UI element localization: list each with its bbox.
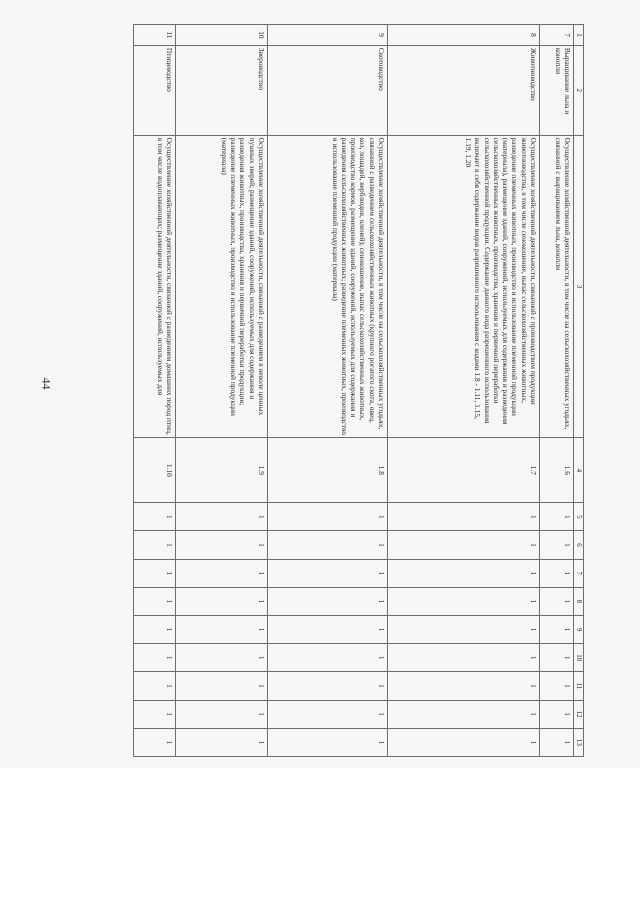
use-code-cell: 1.6	[540, 438, 574, 503]
column-header: 6	[574, 531, 584, 559]
use-name-cell: Звероводство	[176, 45, 268, 135]
zone-value-cell: 1	[388, 644, 540, 672]
zone-value-cell: 1	[176, 531, 268, 559]
column-header: 2	[574, 45, 584, 135]
zone-value-cell: 1	[134, 700, 176, 728]
column-header: 8	[574, 587, 584, 615]
use-description-cell: Осуществление хозяйственной деятельности, связанной с производством продукции животноводства, в том числе сенокошение, выпас сельскохозяйственных животных, разведение племенных животных, производство и использование племенной продукции (материала), размещение зданий, сооружений, используемых для содержания и разведения сельскохозяйственных животных, производства, хранения и первичной переработки сельскохозяйственной продукции. Содержание данного вида разрешенного использования включает в себя содержание видов разрешенного использования с кодами 1.8 - 1.11, 1.15, 1.19, 1.20	[388, 135, 540, 438]
zone-value-cell: 1	[540, 531, 574, 559]
zone-value-cell: 1	[388, 503, 540, 531]
table-row	[176, 25, 268, 757]
rotated-table-sheet	[56, 24, 584, 757]
zone-value-cell: 1	[540, 503, 574, 531]
zone-value-cell: 1	[176, 700, 268, 728]
column-header: 10	[574, 644, 584, 672]
zone-value-cell: 1	[540, 700, 574, 728]
row-number-cell: 9	[268, 25, 388, 46]
zone-value-cell: 1	[540, 587, 574, 615]
table-row	[540, 25, 574, 757]
column-header: 1	[574, 25, 584, 46]
column-header: 5	[574, 503, 584, 531]
use-code-cell: 1.7	[388, 438, 540, 503]
use-description-cell: Осуществление хозяйственной деятельности, в том числе на сельскохозяйственных угодьях, связанной с выращиванием льна, конопли	[540, 135, 574, 438]
row-number-cell: 10	[176, 25, 268, 46]
table-header-row	[574, 25, 584, 757]
zone-value-cell: 1	[388, 728, 540, 756]
zone-value-cell: 1	[388, 700, 540, 728]
use-name-cell: Выращивание льна и конопли	[540, 45, 574, 135]
column-header: 9	[574, 615, 584, 643]
zone-value-cell: 1	[388, 587, 540, 615]
land-use-table	[133, 24, 584, 757]
zone-value-cell: 1	[176, 672, 268, 700]
table-row	[388, 25, 540, 757]
zone-value-cell: 1	[268, 587, 388, 615]
zone-value-cell: 1	[176, 503, 268, 531]
column-header: 4	[574, 438, 584, 503]
zone-value-cell: 1	[388, 672, 540, 700]
zone-value-cell: 1	[388, 559, 540, 587]
zone-value-cell: 1	[134, 644, 176, 672]
zone-value-cell: 1	[134, 503, 176, 531]
table-row	[134, 25, 176, 757]
zone-value-cell: 1	[134, 672, 176, 700]
zone-value-cell: 1	[134, 587, 176, 615]
zone-value-cell: 1	[268, 728, 388, 756]
zone-value-cell: 1	[268, 644, 388, 672]
row-number-cell: 7	[540, 25, 574, 46]
row-number-cell: 8	[388, 25, 540, 46]
row-number-cell: 11	[134, 25, 176, 46]
zone-value-cell: 1	[388, 615, 540, 643]
use-name-cell: Животноводство	[388, 45, 540, 135]
zone-value-cell: 1	[540, 615, 574, 643]
use-description-cell: Осуществление хозяйственной деятельности, связанной с разведением в неволе ценных пушных зверей; размещение зданий, сооружений, используемых для содержания и разведения животных, производства, хранения и первичной переработки продукции; разведение племенных животных, производство и использование племенной продукции (материала)	[176, 135, 268, 438]
column-header: 7	[574, 559, 584, 587]
use-description-cell: Осуществление хозяйственной деятельности, в том числе на сельскохозяйственных угодьях, связанной с разведением сельскохозяйственных животных (крупного рогатого скота, овец, коз, лошадей, верблюдов, оленей); сенокошение, выпас сельскохозяйственных животных, производство кормов, размещение зданий, сооружений, используемых для содержания и разведения сельскохозяйственных животных; разведение племенных животных, производство и использование племенной продукции (материала)	[268, 135, 388, 438]
zone-value-cell: 1	[268, 503, 388, 531]
zone-value-cell: 1	[540, 672, 574, 700]
zone-value-cell: 1	[134, 559, 176, 587]
zone-value-cell: 1	[268, 559, 388, 587]
zone-value-cell: 1	[540, 644, 574, 672]
zone-value-cell: 1	[134, 615, 176, 643]
use-description-cell: Осуществление хозяйственной деятельности, связанной с разведением домашних пород птиц, в том числе водоплавающих; размещение зданий, сооружений, используемых для	[134, 135, 176, 438]
zone-value-cell: 1	[268, 700, 388, 728]
zone-value-cell: 1	[268, 615, 388, 643]
column-header: 11	[574, 672, 584, 700]
use-name-cell: Птицеводство	[134, 45, 176, 135]
zone-value-cell: 1	[540, 559, 574, 587]
zone-value-cell: 1	[134, 728, 176, 756]
page-number: 44	[39, 377, 54, 390]
use-name-cell: Скотоводство	[268, 45, 388, 135]
page-margin	[0, 768, 640, 905]
column-header: 13	[574, 728, 584, 756]
use-code-cell: 1.9	[176, 438, 268, 503]
column-header: 3	[574, 135, 584, 438]
zone-value-cell: 1	[176, 728, 268, 756]
zone-value-cell: 1	[176, 587, 268, 615]
column-header: 12	[574, 700, 584, 728]
zone-value-cell: 1	[176, 644, 268, 672]
table-body	[134, 25, 574, 757]
zone-value-cell: 1	[268, 531, 388, 559]
zone-value-cell: 1	[176, 559, 268, 587]
use-code-cell: 1.8	[268, 438, 388, 503]
zone-value-cell: 1	[540, 728, 574, 756]
zone-value-cell: 1	[134, 531, 176, 559]
use-code-cell: 1.10	[134, 438, 176, 503]
zone-value-cell: 1	[176, 615, 268, 643]
zone-value-cell: 1	[268, 672, 388, 700]
table-row	[268, 25, 388, 757]
zone-value-cell: 1	[388, 531, 540, 559]
